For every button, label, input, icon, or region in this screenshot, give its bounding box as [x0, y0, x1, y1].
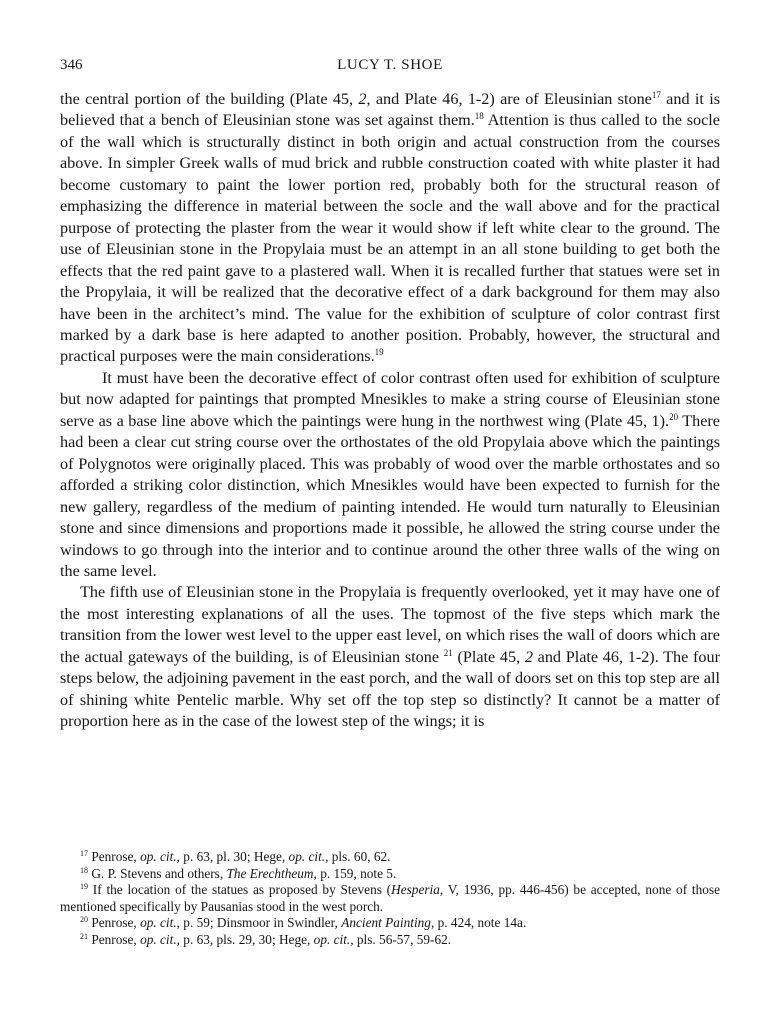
body-text: [60, 89, 720, 733]
footnote-17: [60, 849, 720, 866]
paragraph-2: [60, 368, 720, 583]
text-run: , p. 63, pl. 30; Hege,: [176, 849, 289, 864]
text-run: Penrose,: [91, 931, 141, 947]
text-run: , p. 159, note 5.: [313, 865, 397, 881]
italic-text: 2: [524, 647, 533, 666]
text-run: If the location of the statues as proposed by Stevens (: [92, 882, 392, 898]
text-run: (Plate 45,: [452, 647, 525, 666]
page-header: [60, 57, 720, 79]
text-run: and it is believed that a bench of Eleusinian stone was set against them.: [60, 90, 721, 130]
page-number: 346: [60, 57, 83, 73]
footnote-number: 18: [80, 865, 88, 875]
text-run: , p. 63, pls. 29, 30; Hege,: [176, 931, 314, 947]
text-run: There had been a clear cut string course over the orthostates of the old Propylaia above which the paintings of Polygnotos were originally placed. This was probably of wood over the marble orthostates and so afforded a striking color distinction, which Mnesikles would have been expected to furnish for the new gallery, regardless of the medium of painting intended. He would turn naturally to Eleusinian stone and since dimensions and proportions made it possible, he allowed the string course under the windows to go through into the interior and to continue around the other three walls of the wing on the same level.: [60, 411, 720, 580]
italic-text: The Erechtheum: [226, 865, 314, 881]
footnote-number: 21: [80, 931, 88, 941]
italic-text: op. cit.: [140, 849, 177, 864]
footnote-18: [60, 866, 720, 883]
italic-text: op. cit.: [313, 931, 351, 947]
footnote-20: [60, 915, 720, 932]
italic-text: op. cit.: [288, 849, 326, 864]
footnotes: [60, 849, 720, 949]
footnote-ref: 17: [651, 90, 661, 100]
footnote-ref: 19: [374, 347, 384, 358]
italic-text: op. cit.: [140, 931, 177, 947]
footnote-number: 20: [80, 915, 88, 925]
footnote-ref: 18: [474, 111, 484, 122]
footnote-ref: 20: [669, 411, 679, 422]
text-run: Penrose,: [91, 849, 141, 864]
text-run: the central portion of the building (Plate 45,: [60, 90, 359, 108]
italic-text: Hesperia: [391, 882, 440, 898]
footnote-number: 19: [80, 882, 88, 892]
italic-text: op. cit.: [140, 915, 177, 931]
text-run: Penrose,: [91, 915, 141, 931]
text-run: Attention is thus called to the socle of the wall which is structurally distinct in both origin and actual construction from the courses above. In simpler Greek walls of mud brick and rubble construction coated with white plaster it had become customary to paint the lower portion red, probably both for the structural reason of emphasizing the difference in material between the socle and the wall above and for the practical purpose of protecting the plaster from the wear it would show if left white clear to the ground. The use of Eleusinian stone in the Propylaia must be an attempt in an all stone building to get both the effects that the red paint gave to a plastered wall. When it is recalled further that statues were set in the Propylaia, it will be realized that the decorative effect of a dark background for them may also have been in the architect’s mind. The value for the exhibition of sculpture of color contrast first marked by a dark base is here adapted to another position. Probably, however, the structural and practical purposes were the main considerations.: [60, 111, 720, 366]
text-run: , p. 59; Dinsmoor in Swindler,: [176, 915, 342, 931]
text-run: , and Plate 46, 1-2) are of Eleusinian stone: [366, 90, 652, 108]
text-run: , pls. 56-57, 59-62.: [350, 931, 452, 947]
paragraph-1: [60, 89, 720, 368]
text-run: , pls. 60, 62.: [325, 849, 391, 864]
text-run: , V, 1936, pp. 446-456) be accepted, none of those mentioned specifically by Pausanias stood in the west porch.: [60, 882, 720, 914]
footnote-ref: 21: [443, 647, 453, 658]
text-run: The fifth use of Eleusinian stone in the Propylaia is frequently overlooked, yet it may have one of the most interesting explanations of all the uses. The topmost of the five steps which mark the transition from the lower west level to the upper east level, on which rises the wall of doors which are the actual gateways of the building, is of Eleusinian stone: [60, 583, 720, 666]
footnote-19: [60, 882, 720, 915]
text-run: , p. 424, note 14a.: [430, 915, 527, 931]
footnote-21: [60, 932, 720, 949]
text-run: and Plate 46, 1-2). The four steps below, the adjoining pavement in the east porch, and the wall of doors set on this top step are all of shining white Pentelic marble. Why set off the top step so distinctly? It cannot be a matter of proportion here as in the case of the lowest step of the wings; it is: [60, 647, 720, 731]
running-head: LUCY T. SHOE: [337, 57, 443, 73]
paragraph-3: [60, 582, 720, 732]
italic-text: 2: [358, 90, 367, 108]
text-run: G. P. Stevens and others,: [91, 865, 227, 881]
footnote-number: 17: [80, 849, 88, 858]
text-run: It must have been the decorative effect of color contrast often used for exhibition of sculpture but now adapted for paintings that prompted Mnesikles to make a string course of Eleusinian stone serve as a base line above which the paintings were hung in the northwest wing (Plate 45, 1).: [60, 368, 720, 430]
italic-text: Ancient Painting: [341, 915, 431, 931]
